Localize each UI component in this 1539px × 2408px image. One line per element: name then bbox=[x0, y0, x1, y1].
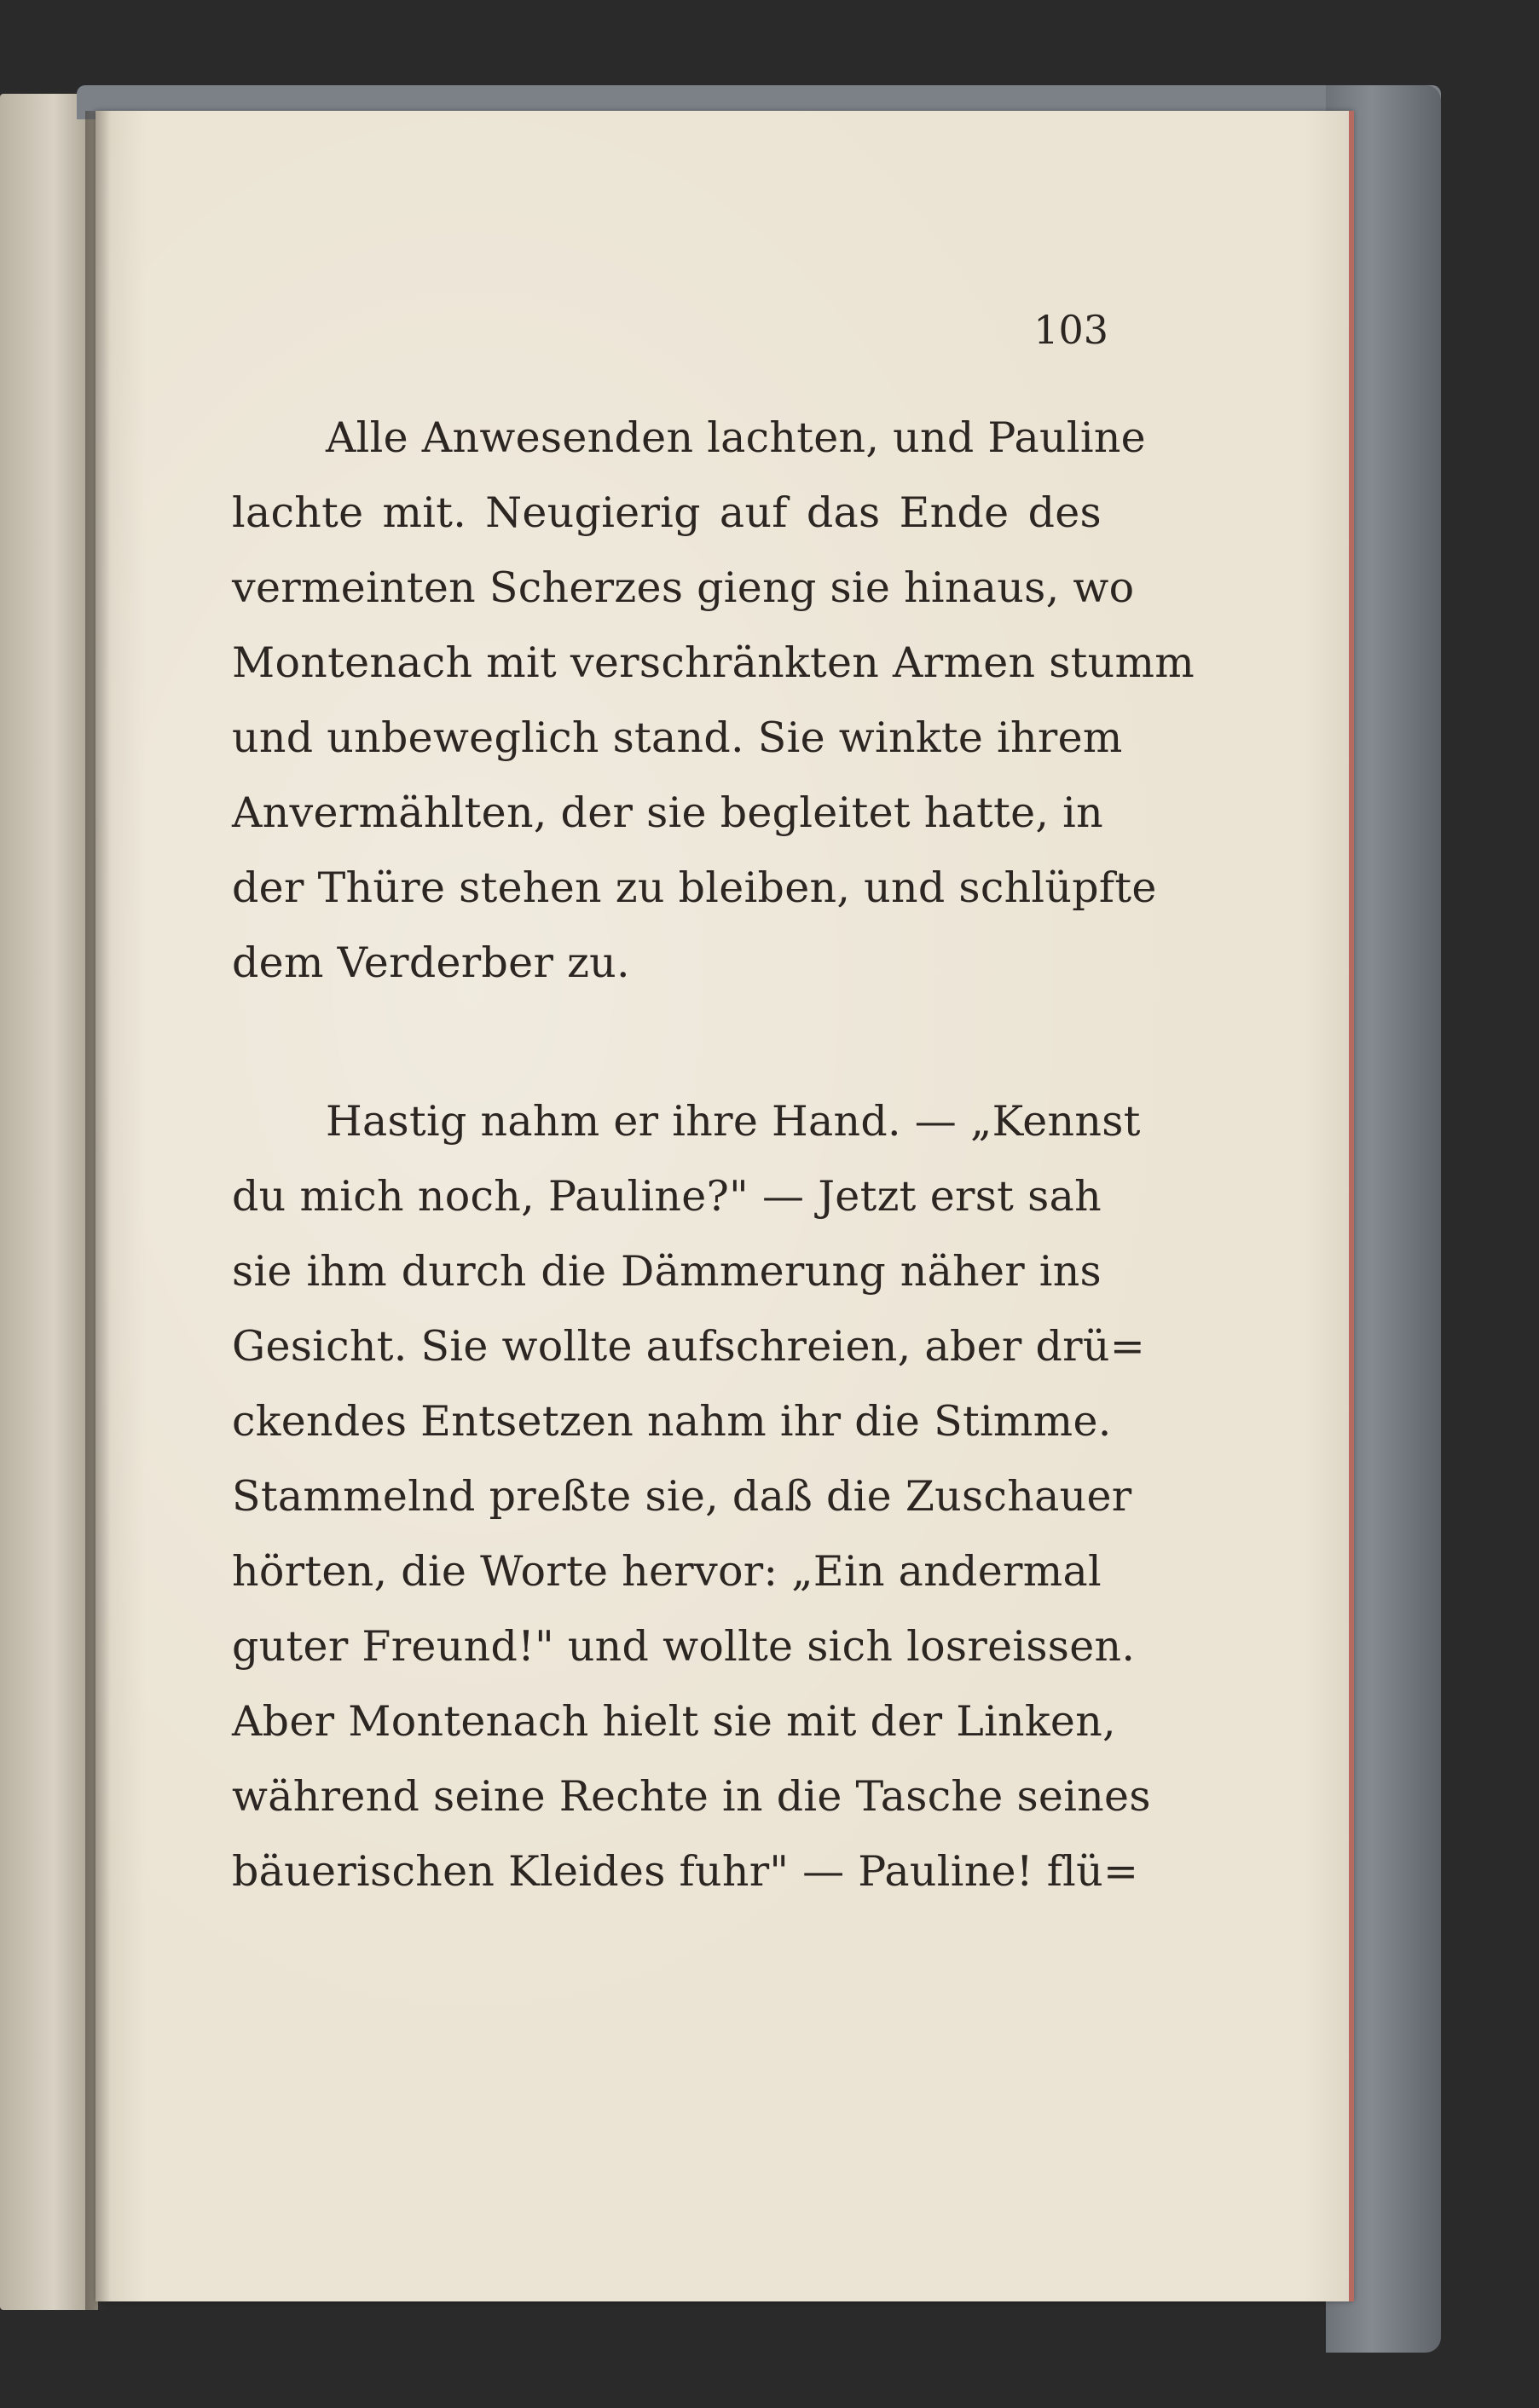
text-line: Anvermählten, der sie begleitet hatte, in bbox=[232, 788, 1103, 837]
text-line: bäuerischen Kleides fuhr" — Pauline! flü= bbox=[232, 1847, 1139, 1896]
page-number: 103 bbox=[1033, 307, 1108, 353]
text-line: während seine Rechte in die Tasche seines bbox=[232, 1772, 1151, 1821]
text-line: Alle Anwesenden lachten, und Pauline bbox=[326, 413, 1146, 462]
paragraph-2 bbox=[232, 1084, 1151, 1909]
text-line: dem Verderber zu. bbox=[232, 938, 630, 987]
text-line: guter Freund!" und wollte sich losreissen. bbox=[232, 1622, 1136, 1671]
facing-page-edge bbox=[0, 94, 98, 2310]
text-line: der Thüre stehen zu bleiben, und schlüpfte bbox=[232, 863, 1157, 912]
body-text bbox=[232, 401, 1195, 1909]
text-line: sie ihm durch die Dämmerung näher ins bbox=[232, 1247, 1102, 1296]
text-line: Stammelnd preßte sie, daß die Zuschauer bbox=[232, 1472, 1132, 1521]
text-line: Montenach mit verschränkten Armen stumm bbox=[232, 638, 1195, 687]
text-line: du mich noch, Pauline?" — Jetzt erst sah bbox=[232, 1172, 1102, 1221]
page-red-edge bbox=[1349, 111, 1354, 2301]
text-line: und unbeweglich stand. Sie winkte ihrem bbox=[232, 713, 1123, 762]
spine-shadow bbox=[85, 111, 111, 2310]
text-line: Aber Montenach hielt sie mit der Linken, bbox=[232, 1697, 1116, 1746]
text-line: Gesicht. Sie wollte aufschreien, aber drü= bbox=[232, 1322, 1146, 1371]
text-line: ckendes Entsetzen nahm ihr die Stimme. bbox=[232, 1397, 1112, 1446]
text-line: lachte mit. Neugierig auf das Ende des bbox=[232, 488, 1102, 537]
text-line: vermeinten Scherzes gieng sie hinaus, wo bbox=[232, 563, 1135, 612]
text-line: Hastig nahm er ihre Hand. — „Kennst bbox=[326, 1097, 1141, 1146]
text-line: hörten, die Worte hervor: „Ein andermal bbox=[232, 1547, 1102, 1596]
paragraph-1 bbox=[232, 401, 1195, 1001]
